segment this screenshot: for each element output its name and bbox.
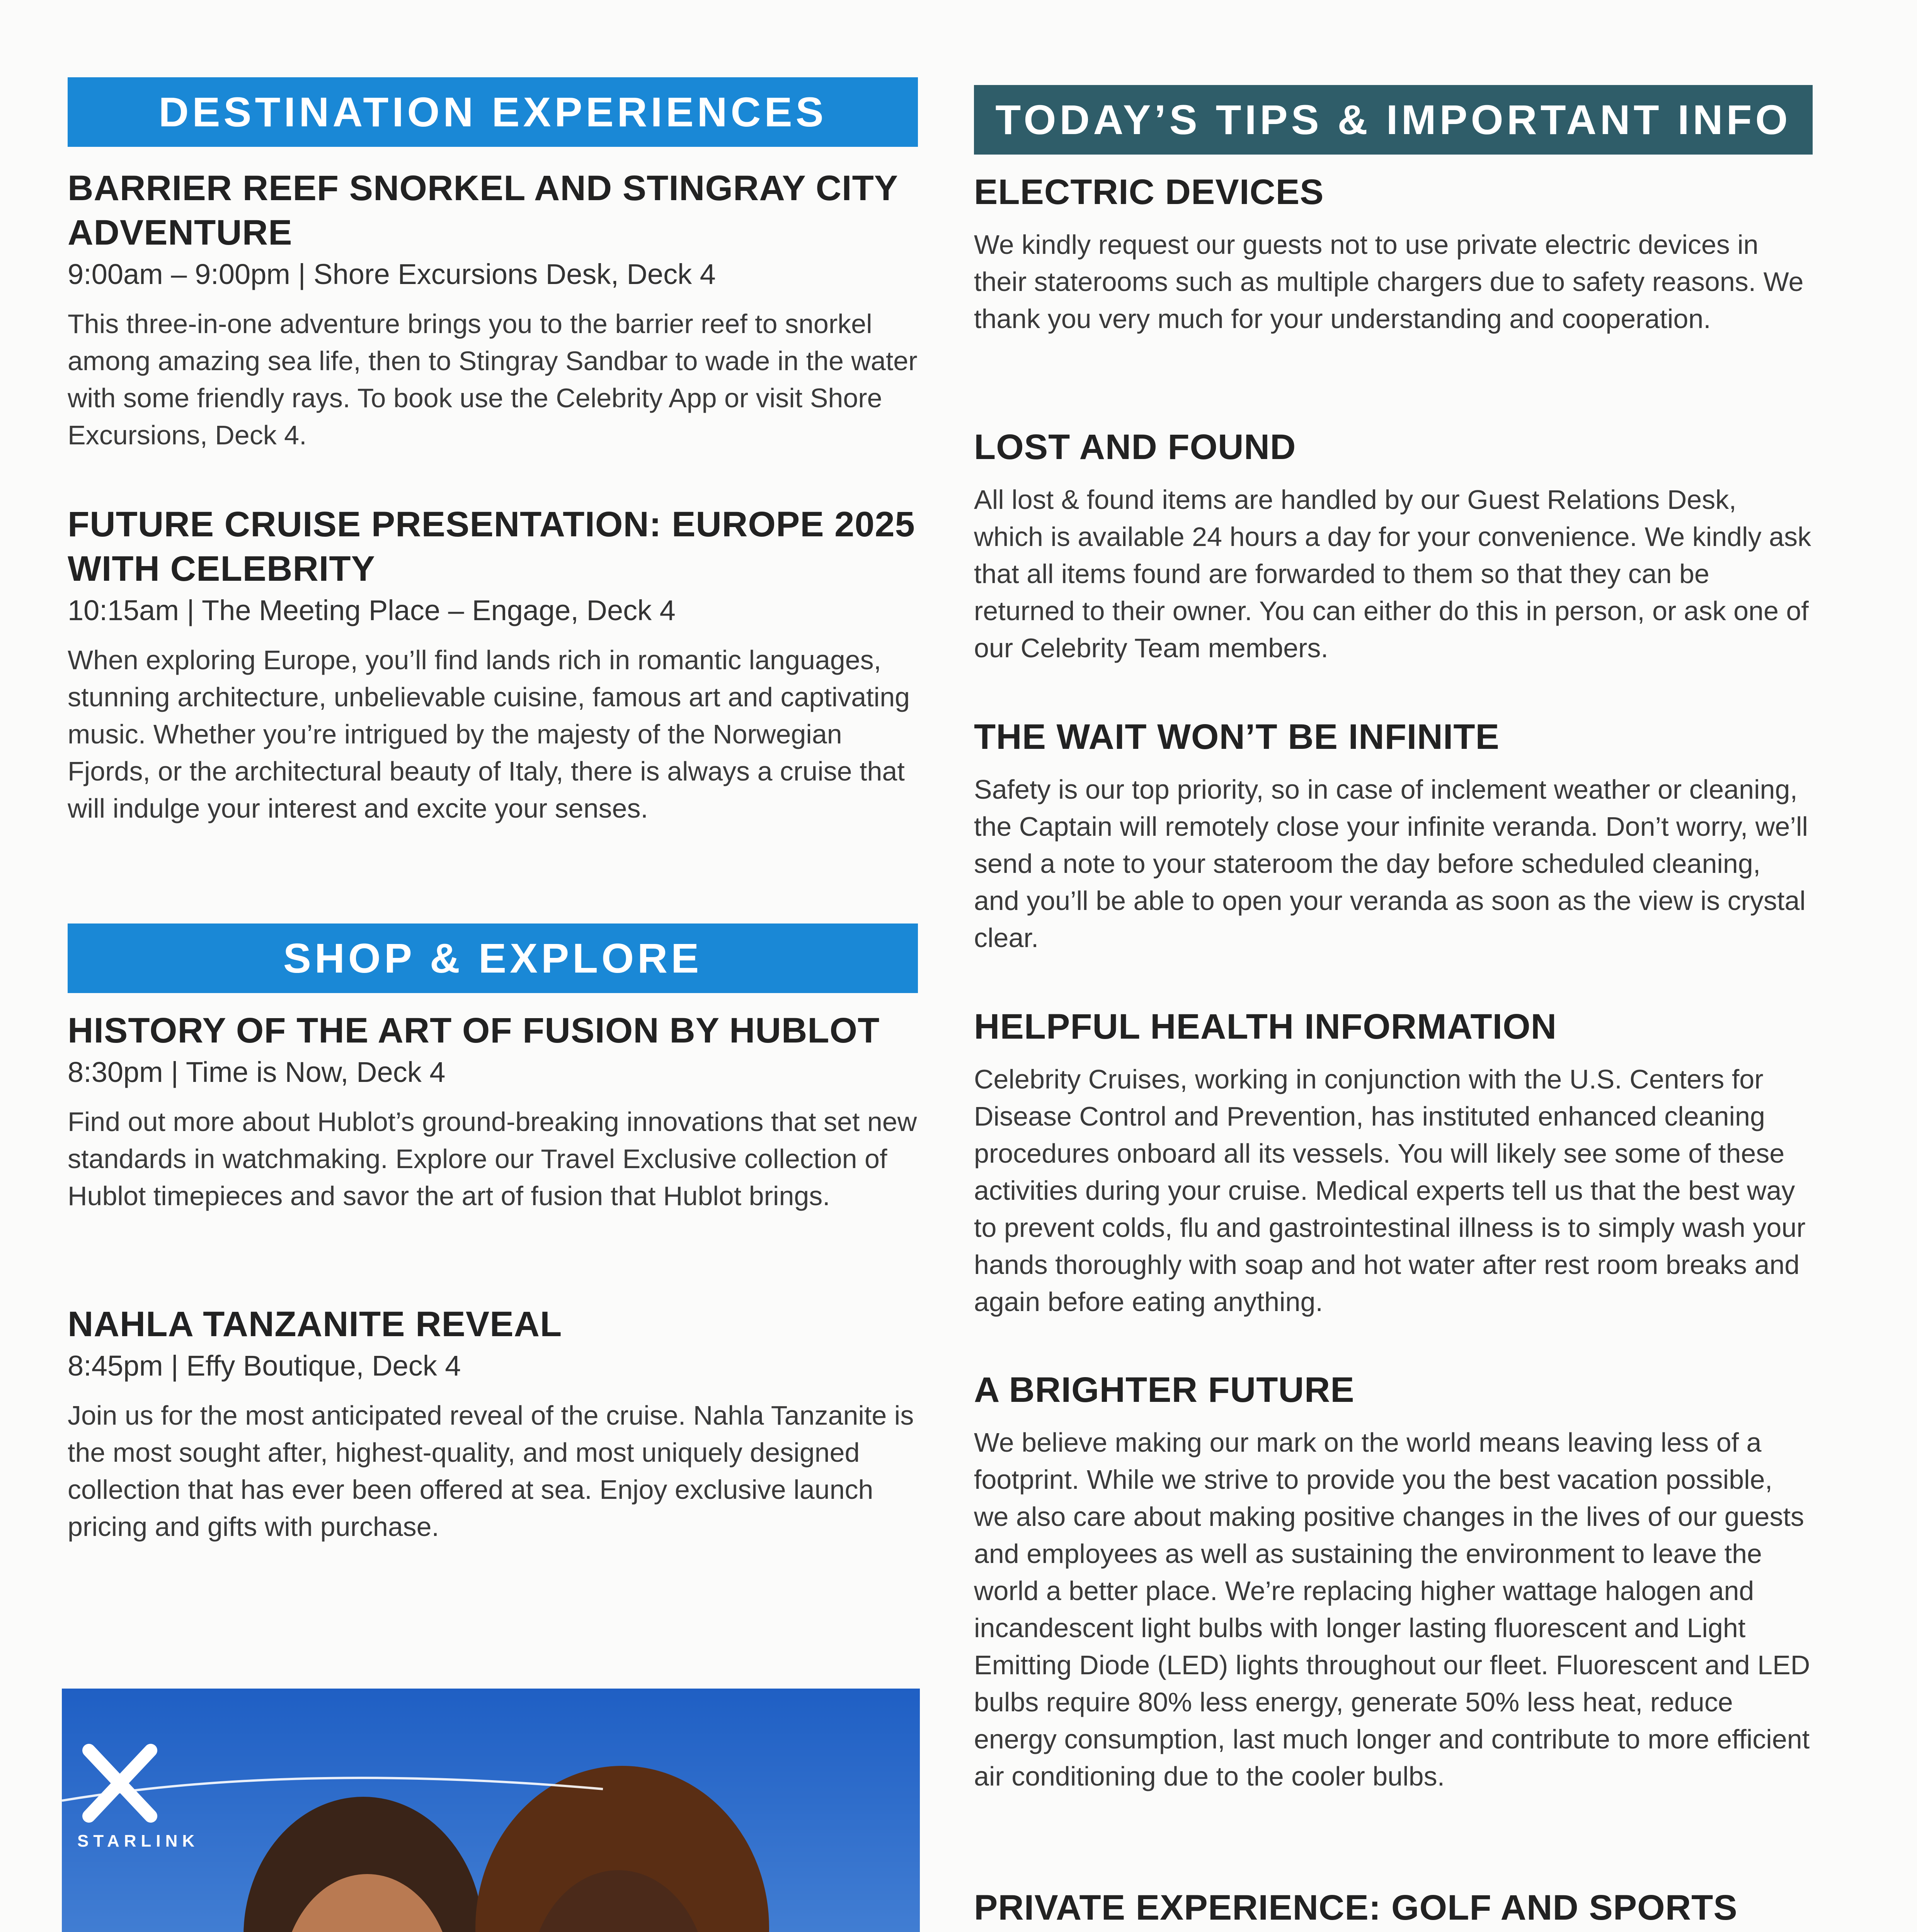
tip-body: We kindly request our guests not to use private electric devices in their staterooms such as multiple chargers due to safety reasons. We thank you very much for your understanding and cooperation.: [974, 230, 1804, 334]
tip-body: All lost & found items are handled by our Guest Relations Desk, which is available 24 hours a day for your convenience. We kindly ask that all items found are forwarded to them so that they can be returned to their owner. You can either do this in person, or ask one of our Celebrity Team members.: [974, 485, 1811, 663]
tip-electric-devices: [974, 170, 1813, 337]
tip-title: PRIVATE EXPERIENCE: GOLF AND SPORTS: [974, 1888, 1738, 1927]
tip-golf-simulator: [974, 1886, 1813, 1932]
tip-title: LOST AND FOUND: [974, 427, 1296, 467]
tip-body: Celebrity Cruises, working in conjunction with the U.S. Centers for Disease Control and Prevention, has instituted enhanced cleaning procedures onboard all its vessels. You will likely see some of these activities during your cruise. Medical experts tell us that the best way to prevent colds, flu and gastrointestinal illness is to simply wash your hands thoroughly with soap and hot water after rest room breaks and again before eating anything.: [974, 1064, 1806, 1317]
people-with-phone-illustration: [62, 1689, 920, 1932]
event-meta: 8:30pm | Time is Now, Deck 4: [68, 1056, 446, 1088]
event-future-cruise: [68, 502, 918, 827]
tip-title: ELECTRIC DEVICES: [974, 172, 1324, 212]
starlink-promo-card: [62, 1689, 920, 1932]
event-description: When exploring Europe, you’ll find lands rich in romantic languages, stunning architecture, unbelievable cuisine, famous art and captivating music. Whether you’re intrigued by the majesty of the Norwegian Fjords, or the architectural beauty of Italy, there is always a cruise that will indulge your interest and excite your senses.: [68, 645, 910, 823]
event-hublot: [68, 1009, 918, 1214]
tip-infinite-veranda: [974, 715, 1813, 956]
tip-health-information: [974, 1005, 1813, 1320]
event-meta: 10:15am | The Meeting Place – Engage, Deck 4: [68, 594, 676, 626]
event-meta: 9:00am – 9:00pm | Shore Excursions Desk, Deck 4: [68, 258, 716, 290]
promo-photo: [62, 1689, 920, 1932]
tip-body: We believe making our mark on the world means leaving less of a footprint. While we strive to provide you the best vacation possible, we also care about making positive changes in the lives of our guests and employees as well as sustaining the environment to leave the world a better place. We’re replacing higher wattage halogen and incandescent light bulbs with longer lasting fluorescent and Light Emitting Diode (LED) lights throughout our fleet. Fluorescent and LED bulbs require 80% less energy, generate 50% less heat, reduce energy consumption, last much longer and contribute to more efficient air conditioning due to the cooler bulbs.: [974, 1427, 1810, 1791]
tips-info-banner: TODAY’S TIPS & IMPORTANT INFO: [974, 85, 1813, 155]
destination-experiences-banner: DESTINATION EXPERIENCES: [68, 77, 918, 147]
starlink-logo-text: STARLINK: [77, 1832, 199, 1850]
event-barrier-reef: [68, 166, 918, 454]
event-title: NAHLA TANZANITE REVEAL: [68, 1304, 562, 1344]
event-meta: 8:45pm | Effy Boutique, Deck 4: [68, 1350, 461, 1382]
tip-title: HELPFUL HEALTH INFORMATION: [974, 1007, 1557, 1046]
tip-title: THE WAIT WON’T BE INFINITE: [974, 717, 1500, 757]
event-title: HISTORY OF THE ART OF FUSION BY HUBLOT: [68, 1011, 880, 1050]
event-nahla: [68, 1302, 918, 1545]
event-description: Find out more about Hublot’s ground-breaking innovations that set new standards in watchmaking. Explore our Travel Exclusive collection of Hublot timepieces and savor the art of fusion that Hublot brings.: [68, 1107, 917, 1211]
tip-lost-and-found: [974, 425, 1813, 667]
event-description: This three-in-one adventure brings you to the barrier reef to snorkel among amazing sea life, then to Stingray Sandbar to wade in the water with some friendly rays. To book use the Celebrity App or visit Shore Excursions, Deck 4.: [68, 309, 918, 450]
event-description: Join us for the most anticipated reveal of the cruise. Nahla Tanzanite is the most sought after, highest-quality, and most uniquely designed collection that has ever been offered at sea. Enjoy exclusive launch pricing and gifts with purchase.: [68, 1400, 914, 1542]
tip-brighter-future: [974, 1368, 1813, 1795]
shop-explore-banner: SHOP & EXPLORE: [68, 923, 918, 993]
event-title: BARRIER REEF SNORKEL AND STINGRAY CITY ADVENTURE: [68, 168, 898, 252]
tip-title: A BRIGHTER FUTURE: [974, 1370, 1355, 1410]
event-title: FUTURE CRUISE PRESENTATION: EUROPE 2025 WITH CELEBRITY: [68, 505, 915, 588]
tip-body: Safety is our top priority, so in case of inclement weather or cleaning, the Captain will remotely close your infinite veranda. Don’t worry, we’ll send a note to your stateroom the day before scheduled cleaning, and you’ll be able to open your veranda as soon as the view is crystal clear.: [974, 774, 1808, 953]
